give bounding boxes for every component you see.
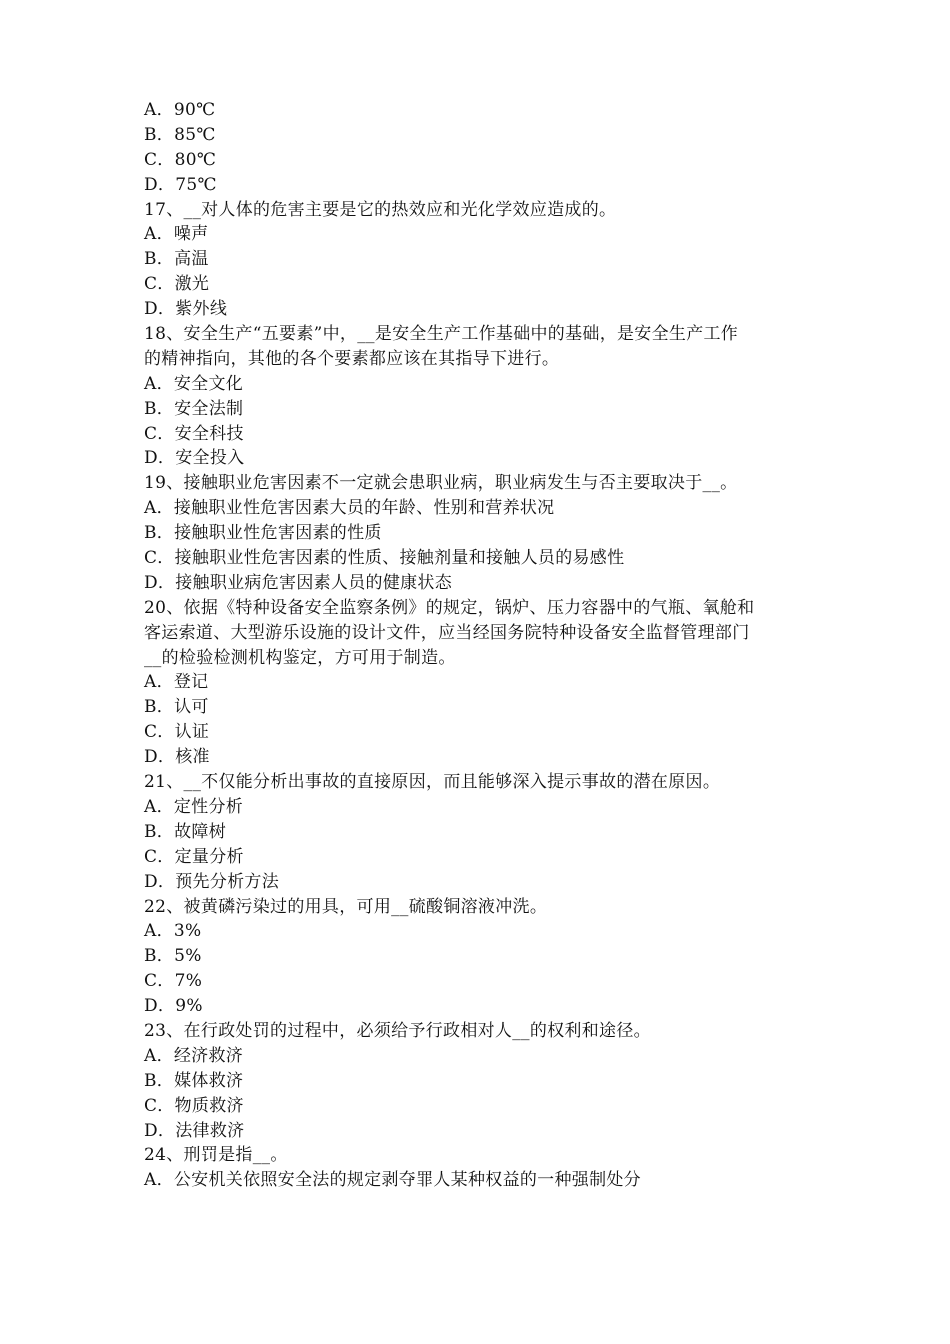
- option-line: A．接触职业性危害因素大员的年龄、性别和营养状况: [144, 498, 555, 519]
- option-line: C．7%: [144, 971, 203, 992]
- option-line: B．接触职业性危害因素的性质: [144, 523, 382, 544]
- option-line: D．核准: [144, 747, 210, 768]
- option-line: B．85℃: [144, 124, 216, 145]
- option-line: D．预先分析方法: [144, 871, 280, 892]
- option-line: A．经济救济: [144, 1045, 244, 1066]
- question-20: 20、依据《特种设备安全监察条例》的规定，锅炉、压力容器中的气瓶、氧舱和: [144, 597, 755, 618]
- option-line: A．定性分析: [144, 796, 244, 817]
- option-line: B．媒体救济: [144, 1070, 244, 1091]
- question-18: 18、安全生产“五要素”中，__是安全生产工作基础中的基础，是安全生产工作: [144, 324, 739, 345]
- question-24: 24、刑罚是指__。: [144, 1145, 288, 1166]
- question-22: 22、被黄磷污染过的用具，可用__硫酸铜溶液冲洗。: [144, 896, 548, 917]
- option-line: D．75℃: [144, 174, 217, 195]
- question-20-cont: 客运索道、大型游乐设施的设计文件，应当经国务院特种设备安全监督管理部门: [144, 622, 750, 643]
- document-page: [144, 98, 824, 1193]
- option-line: D．接触职业病危害因素人员的健康状态: [144, 572, 453, 593]
- option-line: D．法律救济: [144, 1120, 245, 1141]
- option-line: B．高温: [144, 249, 209, 270]
- question-19: 19、接触职业危害因素不一定就会患职业病，职业病发生与否主要取决于__。: [144, 473, 738, 494]
- option-line: C．物质救济: [144, 1095, 244, 1116]
- option-line: B．认可: [144, 697, 209, 718]
- option-line: A．登记: [144, 672, 209, 693]
- option-line: D．紫外线: [144, 299, 228, 320]
- question-20-cont: __的检验检测机构鉴定，方可用于制造。: [144, 647, 456, 668]
- option-line: B．安全法制: [144, 398, 244, 419]
- option-line: B．故障树: [144, 821, 226, 842]
- question-21: 21、__不仅能分析出事故的直接原因，而且能够深入提示事故的潜在原因。: [144, 772, 721, 793]
- option-line: D．安全投入: [144, 448, 245, 469]
- option-line: C．认证: [144, 722, 210, 743]
- option-line: A．噪声: [144, 224, 209, 245]
- option-line: C．80℃: [144, 149, 217, 170]
- option-line: C．定量分析: [144, 846, 244, 867]
- option-line: A．90℃: [144, 100, 216, 120]
- option-line: C．接触职业性危害因素的性质、接触剂量和接触人员的易感性: [144, 548, 625, 569]
- option-line: B．5%: [144, 946, 202, 967]
- question-18-cont: 的精神指向，其他的各个要素都应该在其指导下进行。: [144, 348, 560, 369]
- option-line: C．激光: [144, 274, 210, 295]
- option-line: A．安全文化: [144, 373, 244, 394]
- option-line: C．安全科技: [144, 423, 244, 444]
- question-23: 23、在行政处罚的过程中，必须给予行政相对人__的权利和途径。: [144, 1020, 651, 1041]
- option-line: A．3%: [144, 921, 202, 942]
- option-line: D．9%: [144, 996, 203, 1017]
- option-line: A．公安机关依照安全法的规定剥夺罪人某种权益的一种强制处分: [144, 1170, 641, 1191]
- question-17: 17、__对人体的危害主要是它的热效应和光化学效应造成的。: [144, 199, 617, 220]
